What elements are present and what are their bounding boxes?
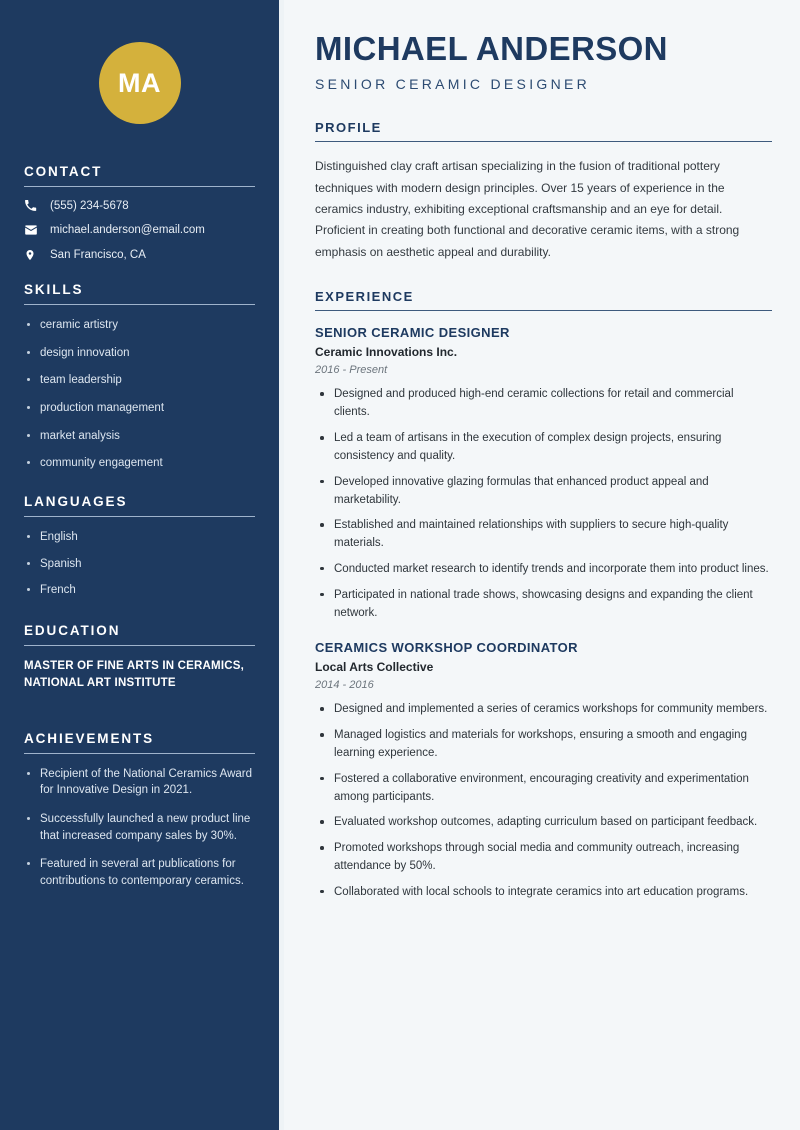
education-divider (24, 645, 255, 646)
experience-company: Local Arts Collective (315, 660, 434, 675)
list-item: Recipient of the National Ceramics Award for Innovative Design in 2021. (24, 766, 255, 799)
contact-value-phone: (555) 234-5678 (50, 199, 129, 212)
sidebar-section-education (24, 623, 255, 693)
list-item: design innovation (24, 345, 255, 362)
job-subtitle: SENIOR CERAMIC DESIGNER (315, 75, 591, 92)
experience-title: SENIOR CERAMIC DESIGNER (315, 325, 510, 341)
sidebar-section-skills (24, 282, 255, 472)
skills-heading: SKILLS (24, 282, 84, 297)
avatar: MA (99, 42, 181, 124)
achievements-divider (24, 753, 255, 754)
profile-heading: PROFILE (315, 119, 382, 135)
sidebar-section-languages (24, 494, 255, 599)
contact-item-phone[interactable] (24, 199, 255, 212)
contact-divider (24, 186, 255, 187)
contact-heading: CONTACT (24, 164, 103, 179)
sidebar-section-contact (24, 164, 255, 262)
list-item: Established and maintained relationships with suppliers to secure high-quality materials. (315, 517, 772, 553)
education-heading: EDUCATION (24, 623, 121, 639)
list-item: community engagement (24, 455, 255, 472)
sidebar (0, 0, 279, 1130)
experience-entry (315, 325, 772, 622)
contact-value-location: San Francisco, CA (50, 249, 146, 261)
avatar-container (24, 0, 255, 164)
list-item: team leadership (24, 372, 255, 389)
experience-bullets (315, 386, 772, 622)
list-item: Promoted workshops through social media and community outreach, increasing attendance by 50%. (315, 840, 772, 876)
list-item: Successfully launched a new product line that increased company sales by 30%. (24, 811, 255, 844)
contact-item-location[interactable] (24, 248, 255, 262)
languages-divider (24, 516, 255, 517)
list-item: Led a team of artisans in the execution of complex design projects, ensuring consistency and quality. (315, 430, 772, 466)
sidebar-section-achievements (24, 731, 255, 890)
profile-text: Distinguished clay craft artisan specializing in the fusion of traditional pottery techniques with modern design principles. Over 15 years of experience in the ceramics industry, exhibiting exceptional craftsmanship and an eye for detail. Proficient in creating both functional and decorative ceramic items, with a strong emphasis on aesthetic appeal and durability. (315, 159, 740, 259)
main-section-profile (315, 120, 772, 263)
experience-dates: 2014 - 2016 (315, 679, 374, 692)
profile-divider (315, 141, 772, 143)
contact-item-email[interactable] (24, 223, 255, 237)
skills-divider (24, 304, 255, 305)
list-item: Collaborated with local schools to integrate ceramics into art education programs. (315, 884, 772, 902)
experience-divider (315, 310, 772, 312)
list-item: Managed logistics and materials for workshops, ensuring a smooth and engaging learning experience. (315, 727, 772, 763)
experience-dates: 2016 - Present (315, 364, 388, 377)
list-item: market analysis (24, 428, 255, 445)
list-item: production management (24, 400, 255, 417)
achievements-list (24, 766, 255, 890)
languages-list (24, 529, 255, 599)
education-entry: MASTER OF FINE ARTS IN CERAMICS, NATIONAL ART INSTITUTE (24, 660, 245, 690)
list-item: Participated in national trade shows, showcasing designs and expanding the client network. (315, 587, 772, 623)
list-item: French (24, 582, 255, 599)
skills-list (24, 317, 255, 472)
list-item: Developed innovative glazing formulas that enhanced product appeal and marketability. (315, 474, 772, 510)
page-title: MICHAEL ANDERSON (315, 30, 668, 67)
experience-bullets (315, 701, 772, 901)
experience-title: CERAMICS WORKSHOP COORDINATOR (315, 640, 578, 656)
list-item: Fostered a collaborative environment, encouraging creativity and experimentation among participants. (315, 771, 772, 807)
experience-company: Ceramic Innovations Inc. (315, 345, 458, 360)
list-item: Featured in several art publications for contributions to contemporary ceramics. (24, 856, 255, 889)
list-item: Designed and implemented a series of ceramics workshops for community members. (315, 701, 772, 719)
main-section-experience (315, 289, 772, 902)
list-item: Evaluated workshop outcomes, adapting curriculum based on participant feedback. (315, 814, 772, 832)
experience-heading: EXPERIENCE (315, 288, 414, 304)
main-content (284, 0, 800, 1130)
list-item: Spanish (24, 556, 255, 573)
envelope-icon (24, 223, 41, 237)
list-item: Conducted market research to identify trends and incorporate them into product lines. (315, 561, 772, 579)
list-item: ceramic artistry (24, 317, 255, 334)
contact-list (24, 199, 255, 262)
phone-icon (24, 199, 41, 212)
languages-heading: LANGUAGES (24, 494, 128, 510)
list-item: Designed and produced high-end ceramic collections for retail and commercial clients. (315, 386, 772, 422)
achievements-heading: ACHIEVEMENTS (24, 730, 155, 746)
list-item: English (24, 529, 255, 546)
location-pin-icon (24, 248, 41, 262)
contact-value-email: michael.anderson@email.com (50, 224, 205, 236)
experience-entry (315, 640, 772, 901)
